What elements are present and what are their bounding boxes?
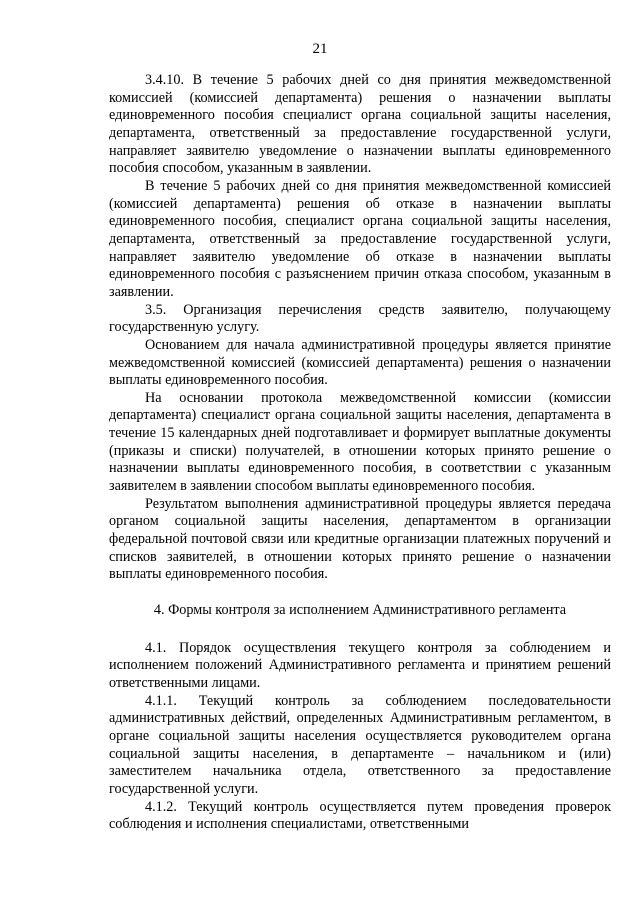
paragraph-payment-documents: На основании протокола межведомственной комиссии (комиссии департамента) специалист органа социальной защиты населения, департамента в течение 15 календарных дней подготавливает и формирует выплатные документы (приказы и списки) получателей, в отношении которых принято решение о назначении выплаты единовременного пособия, в соответствии с указанным заявителем в заявлении способом выплаты единовременного пособия. <box>109 389 611 495</box>
page-number: 21 <box>312 41 328 57</box>
document-body <box>109 72 611 834</box>
paragraph-3-4-10: 3.4.10. В течение 5 рабочих дней со дня принятия межведомственной комиссией (комиссией департамента) решения о назначении выплаты единовременного пособия специалист органа социальной защиты населения, департамента, ответственный за предоставление государственной услуги, направляет заявителю уведомление о назначении выплаты единовременного пособия способом, указанным в заявлении. <box>109 72 611 177</box>
paragraph-3-5: 3.5. Организация перечисления средств заявителю, получающему государственную услугу. <box>109 301 611 336</box>
section-heading: 4. Формы контроля за исполнением Административного регламента <box>153 602 567 619</box>
paragraph-procedure-result: Результатом выполнения административной процедуры является передача органом социальной защиты населения, департаментом в организации федеральной почтовой связи или кредитные организации платежных поручений и списков заявителей, в отношении которых принято решение о назначении выплаты единовременного пособия. <box>109 495 611 583</box>
paragraph-procedure-basis: Основанием для начала административной процедуры является принятие межведомственной комиссией (комиссией департамента) решения о назначении выплаты единовременного пособия. <box>109 336 611 389</box>
paragraph-4-1-1: 4.1.1. Текущий контроль за соблюдением последовательности административных действий, определенных Административным регламентом, в органе социальной защиты населения осуществляется руководителем органа социальной защиты населения, в департаменте – начальником и (или) заместителем начальника отдела, ответственного за предоставление государственной услуги. <box>109 692 611 797</box>
paragraph-refusal-notice: В течение 5 рабочих дней со дня принятия межведомственной комиссией (комиссией департамента) решения об отказе в назначении выплаты единовременного пособия, специалист органа социальной защиты населения, департамента, ответственный за предоставление государственной услуги, направляет заявителю уведомление об отказе в назначении выплаты единовременного пособия с разъяснением причин отказа способом, указанным в заявлении. <box>109 177 611 300</box>
paragraph-4-1-2: 4.1.2. Текущий контроль осуществляется путем проведения проверок соблюдения и исполнения специалистами, ответственными <box>109 798 611 833</box>
paragraph-4-1: 4.1. Порядок осуществления текущего контроля за соблюдением и исполнением положений Административного регламента и принятием решений ответственными лицами. <box>109 639 611 691</box>
